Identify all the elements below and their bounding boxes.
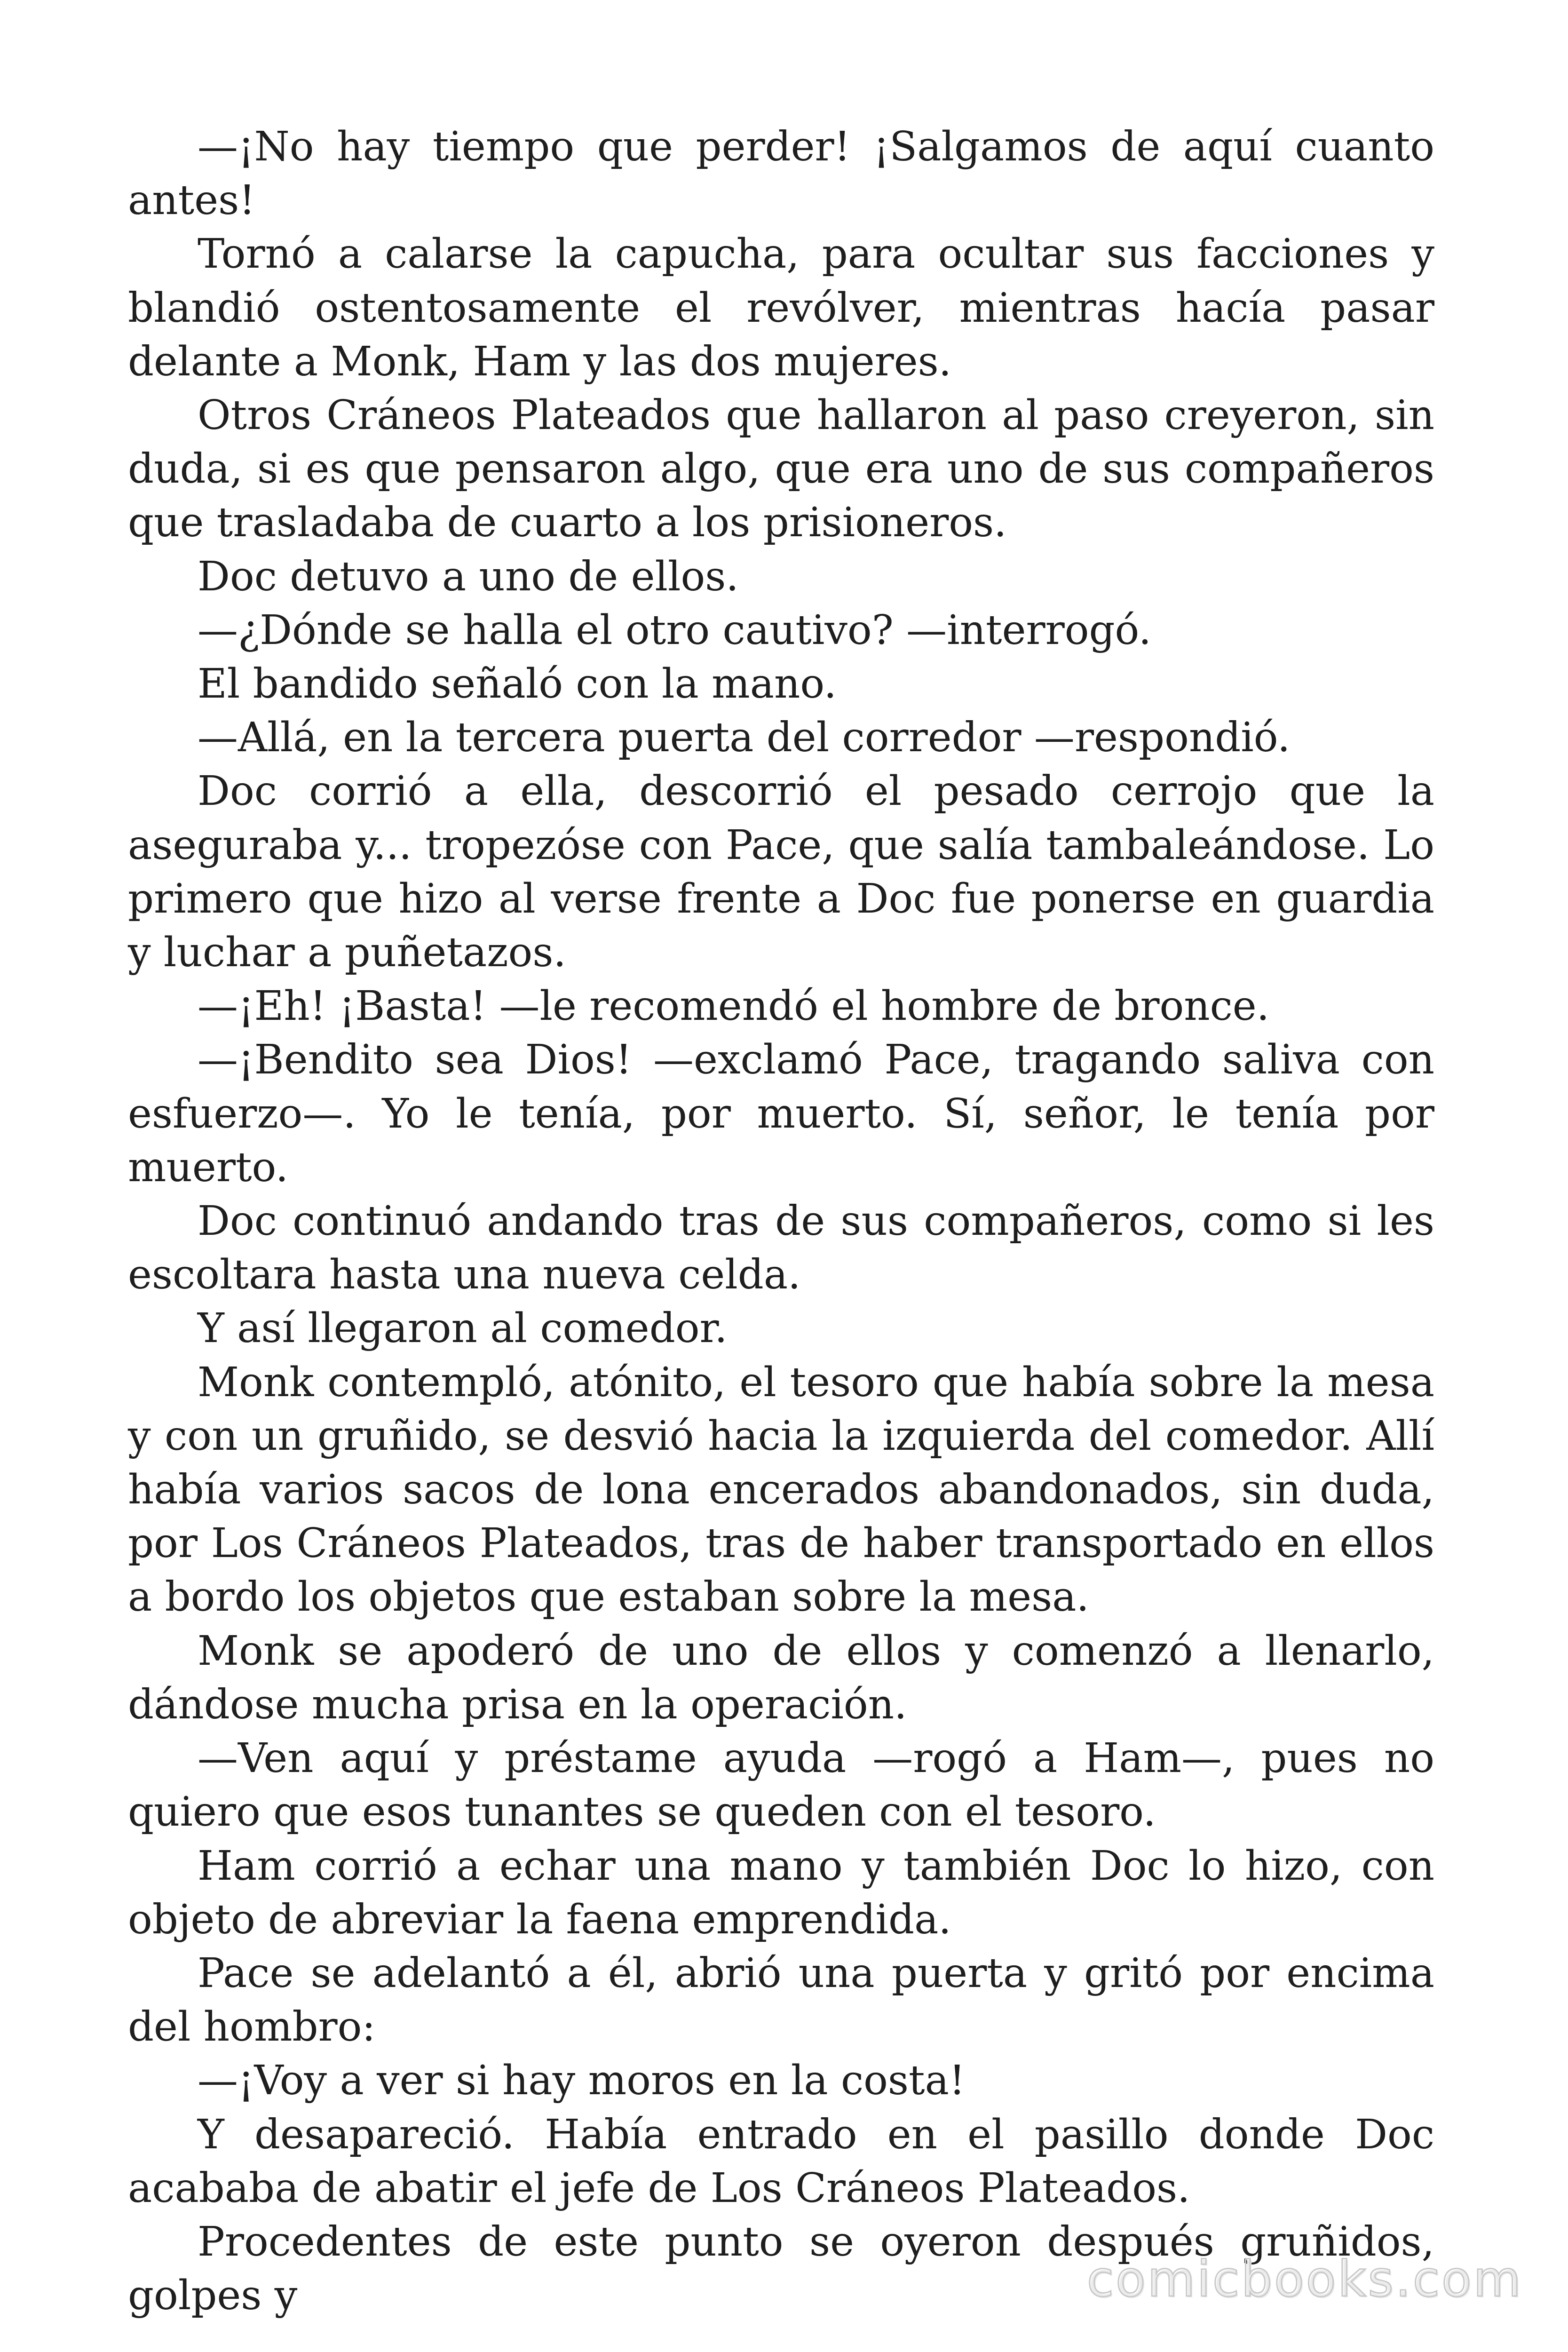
- paragraph: Procedentes de este punto se oyeron después gruñidos, golpes y: [128, 2218, 1434, 2320]
- paragraph: Y así llegaron al comedor.: [198, 1305, 728, 1352]
- paragraph: —¡Eh! ¡Basta! —le recomendó el hombre de bronce.: [198, 983, 1270, 1030]
- paragraph: Otros Cráneos Plateados que hallaron al paso creyeron, sin duda, si es que pensaron algo, que era uno de sus compañeros que trasladaba de cuarto a los prisioneros.: [128, 392, 1434, 547]
- paragraph: Ham corrió a echar una mano y también Doc lo hizo, con objeto de abreviar la faena emprendida.: [128, 1842, 1434, 1943]
- paragraph: Pace se adelantó a él, abrió una puerta y gritó por encima del hombro:: [128, 1949, 1434, 2051]
- paragraph: Doc detuvo a uno de ellos.: [198, 553, 739, 600]
- paragraph: Doc continuó andando tras de sus compañeros, como si les escoltara hasta una nueva celda.: [128, 1198, 1434, 1299]
- paragraph: —Ven aquí y préstame ayuda —rogó a Ham—, pues no quiero que esos tunantes se queden con el tesoro.: [128, 1735, 1434, 1836]
- paragraph: —¡Voy a ver si hay moros en la costa!: [198, 2057, 966, 2105]
- paragraph: —¡Bendito sea Dios! —exclamó Pace, tragando saliva con esfuerzo—. Yo le tenía, por muerto. Sí, señor, le tenía por muerto.: [128, 1036, 1434, 1191]
- paragraph: Tornó a calarse la capucha, para ocultar sus facciones y blandió ostentosamente el revólver, mientras hacía pasar delante a Monk, Ham y las dos mujeres.: [128, 230, 1434, 385]
- paragraph: Monk contempló, atónito, el tesoro que había sobre la mesa y con un gruñido, se desvió hacia la izquierda del comedor. Allí había varios sacos de lona encerados abandonados, sin duda, por Los Cráneos Plateados, tras de haber transportado en ellos a bordo los objetos que estaban sobre la mesa.: [128, 1359, 1434, 1621]
- paragraph: Y desapareció. Había entrado en el pasillo donde Doc acababa de abatir el jefe de Los Cráneos Plateados.: [128, 2111, 1434, 2212]
- paragraph: —Allá, en la tercera puerta del corredor —respondió.: [198, 714, 1291, 762]
- paragraph: —¿Dónde se halla el otro cautivo? —interrogó.: [198, 606, 1152, 654]
- paragraph: Doc corrió a ella, descorrió el pesado cerrojo que la aseguraba y... tropezóse con Pace, que salía tambaleándose. Lo primero que hizo al verse frente a Doc fue ponerse en guardia y luchar a puñetazos.: [128, 768, 1434, 977]
- paragraph: El bandido señaló con la mano.: [198, 660, 837, 708]
- body-text: [128, 120, 1434, 2322]
- paragraph: —¡No hay tiempo que perder! ¡Salgamos de aquí cuanto antes!: [128, 123, 1434, 224]
- paragraph: Monk se apoderó de uno de ellos y comenzó a llenarlo, dándose mucha prisa en la operación.: [128, 1627, 1434, 1728]
- watermark: comicbooks.com: [1086, 2250, 1523, 2308]
